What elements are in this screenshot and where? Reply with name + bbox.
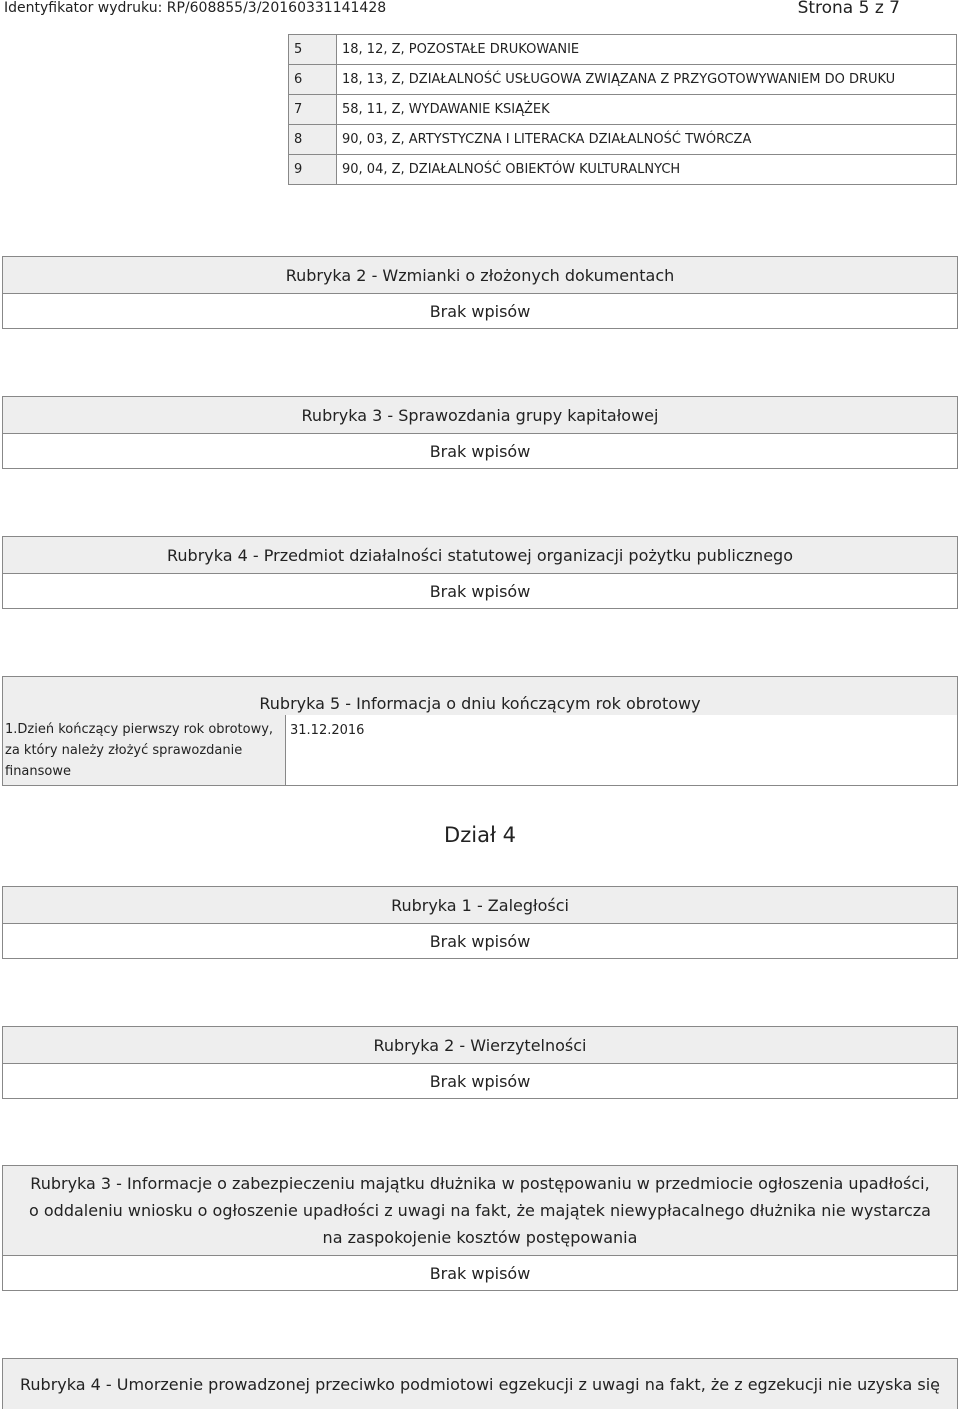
section-body: Brak wpisów xyxy=(3,924,957,958)
row-text: 18, 12, Z, POZOSTAŁE DRUKOWANIE xyxy=(337,35,957,65)
section-title: Rubryka 1 - Zaległości xyxy=(3,887,957,924)
section-body: Brak wpisów xyxy=(3,1064,957,1098)
section-rubryka-5 xyxy=(2,676,958,786)
field-label: 1.Dzień kończący pierwszy rok obrotowy, za który należy złożyć sprawozdanie finansowe xyxy=(3,715,286,785)
table-row xyxy=(289,155,957,185)
pkd-table xyxy=(288,34,957,185)
print-identifier: Identyfikator wydruku: RP/608855/3/20160331141428 xyxy=(4,0,387,16)
section-body: Brak wpisów xyxy=(3,574,957,608)
section-d4-rubryka-2 xyxy=(2,1026,958,1099)
section-rubryka-2 xyxy=(2,256,958,329)
page-number: Strona 5 z 7 xyxy=(797,0,900,18)
row-text: 90, 04, Z, DZIAŁALNOŚĆ OBIEKTÓW KULTURALNYCH xyxy=(337,155,957,185)
row-number: 7 xyxy=(289,95,337,125)
section-rubryka-4 xyxy=(2,536,958,609)
table-row xyxy=(3,715,957,785)
section-title: Rubryka 4 - Umorzenie prowadzonej przeciwko podmiotowi egzekucji z uwagi na fakt, że z egzekucji nie uzyska się xyxy=(3,1359,957,1409)
table-row xyxy=(289,95,957,125)
section-body: Brak wpisów xyxy=(3,434,957,468)
section-d4-rubryka-1 xyxy=(2,886,958,959)
row-text: 18, 13, Z, DZIAŁALNOŚĆ USŁUGOWA ZWIĄZANA Z PRZYGOTOWYWANIEM DO DRUKU xyxy=(337,65,957,95)
dzial-heading: Dział 4 xyxy=(444,823,516,847)
section-title: Rubryka 3 - Sprawozdania grupy kapitałowej xyxy=(3,397,957,434)
row-text: 90, 03, Z, ARTYSTYCZNA I LITERACKA DZIAŁALNOŚĆ TWÓRCZA xyxy=(337,125,957,155)
row-number: 6 xyxy=(289,65,337,95)
row-number: 9 xyxy=(289,155,337,185)
section-body: Brak wpisów xyxy=(3,1256,957,1290)
section-rubryka-3 xyxy=(2,396,958,469)
row-text: 58, 11, Z, WYDAWANIE KSIĄŻEK xyxy=(337,95,957,125)
section-title: Rubryka 3 - Informacje o zabezpieczeniu majątku dłużnika w postępowaniu w przedmiocie ogłoszenia upadłości, o oddaleniu wniosku o ogłoszenie upadłości z uwagi na fakt, że majątek niewypłacalnego dłużnika nie wystarcza na zaspokojenie kosztów postępowania xyxy=(3,1166,957,1256)
section-title: Rubryka 2 - Wierzytelności xyxy=(3,1027,957,1064)
table-row xyxy=(289,125,957,155)
section-body: Brak wpisów xyxy=(3,294,957,328)
section-title: Rubryka 5 - Informacja o dniu kończącym rok obrotowy xyxy=(3,677,957,715)
table-row xyxy=(289,35,957,65)
field-value: 31.12.2016 xyxy=(286,715,957,785)
row-number: 5 xyxy=(289,35,337,65)
section-d4-rubryka-4 xyxy=(2,1358,958,1409)
table-row xyxy=(289,65,957,95)
section-d4-rubryka-3 xyxy=(2,1165,958,1291)
section-title: Rubryka 4 - Przedmiot działalności statutowej organizacji pożytku publicznego xyxy=(3,537,957,574)
section-title: Rubryka 2 - Wzmianki o złożonych dokumentach xyxy=(3,257,957,294)
row-number: 8 xyxy=(289,125,337,155)
